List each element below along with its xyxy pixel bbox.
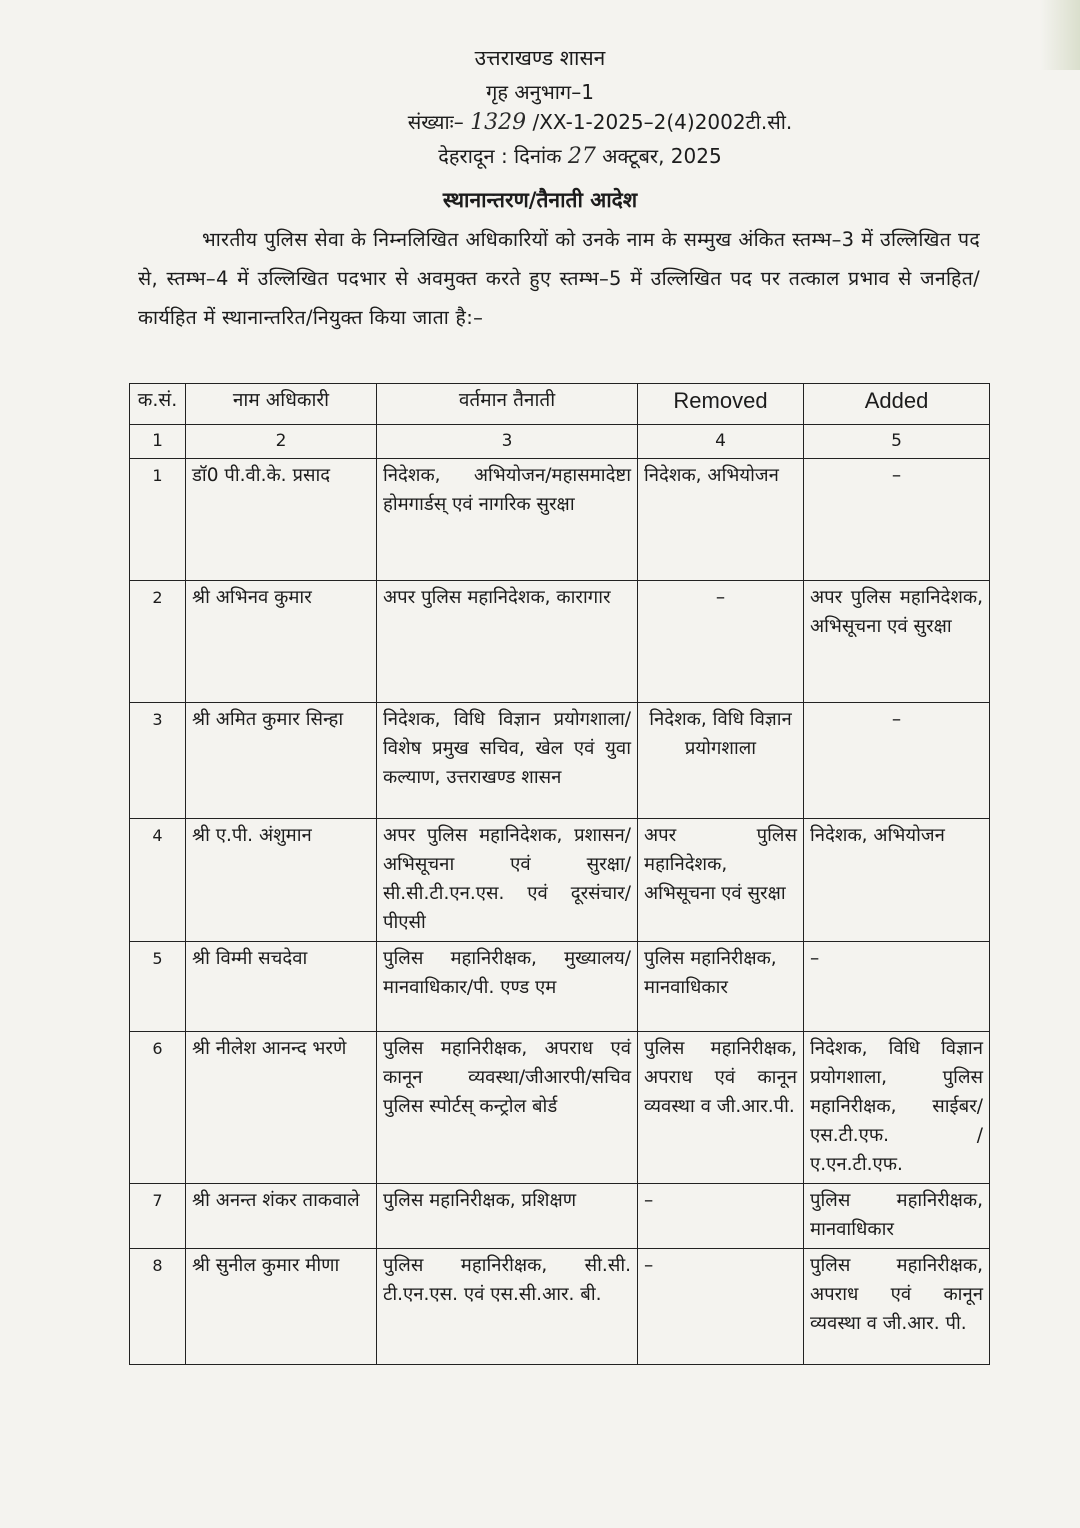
- transfer-table: [129, 383, 990, 1365]
- date-rest: अक्टूबर, 2025: [602, 144, 722, 168]
- serial-cell: 8: [130, 1249, 186, 1365]
- officer-name-cell: श्री नीलेश आनन्द भरणे: [186, 1032, 377, 1184]
- header-added: Added: [804, 384, 990, 425]
- added-cell: पुलिस महानिरीक्षक, मानवाधिकार: [804, 1184, 990, 1249]
- officer-name-cell: श्री सुनील कुमार मीणा: [186, 1249, 377, 1365]
- serial-cell: 7: [130, 1184, 186, 1249]
- header-serial: क.सं.: [130, 384, 186, 425]
- order-title: स्थानान्तरण/तैनाती आदेश: [442, 188, 638, 212]
- table-header-row: [130, 384, 990, 425]
- removed-cell: पुलिस महानिरीक्षक, मानवाधिकार: [638, 942, 804, 1032]
- current-posting-cell: पुलिस महानिरीक्षक, सी.सी. टी.एन.एस. एवं एस.सी.आर. बी.: [377, 1249, 638, 1365]
- serial-cell: 1: [130, 459, 186, 581]
- current-posting-cell: पुलिस महानिरीक्षक, मुख्यालय/मानवाधिकार/पी. एण्ड एम: [377, 942, 638, 1032]
- serial-cell: 5: [130, 942, 186, 1032]
- department-name: गृह अनुभाग–1: [486, 80, 594, 104]
- removed-cell: –: [638, 581, 804, 703]
- current-posting-cell: निदेशक, विधि विज्ञान प्रयोगशाला/विशेष प्रमुख सचिव, खेल एवं युवा कल्याण, उत्तराखण्ड शासन: [377, 703, 638, 819]
- number-label: संख्याः–: [407, 110, 464, 134]
- column-number: 4: [638, 425, 804, 459]
- serial-cell: 4: [130, 819, 186, 942]
- table-row: [130, 581, 990, 703]
- serial-cell: 3: [130, 703, 186, 819]
- number-rest: /XX-1-2025–2(4)2002टी.सी.: [532, 110, 793, 134]
- column-number: 3: [377, 425, 638, 459]
- removed-cell: निदेशक, विधि विज्ञान प्रयोगशाला: [638, 703, 804, 819]
- government-name: उत्तराखण्ड शासन: [474, 46, 606, 70]
- officer-name-cell: श्री अभिनव कुमार: [186, 581, 377, 703]
- added-cell: पुलिस महानिरीक्षक, अपराध एवं कानून व्यवस्था व जी.आर. पी.: [804, 1249, 990, 1365]
- handwritten-date: 27: [567, 144, 596, 169]
- intro-paragraph: भारतीय पुलिस सेवा के निम्नलिखित अधिकारियों को उनके नाम के सम्मुख अंकित स्तम्भ–3 में उल्लिखित पद से, स्तम्भ–4 में उल्लिखित पदभार से अवमुक्त करते हुए स्तम्भ–5 में उल्लिखित पद पर तत्काल प्रभाव से जनहित/कार्यहित में स्थानान्तरित/नियुक्त किया जाता है:–: [138, 228, 980, 329]
- officer-name-cell: श्री विम्मी सचदेवा: [186, 942, 377, 1032]
- column-number: 2: [186, 425, 377, 459]
- handwritten-number: 1329: [470, 110, 527, 135]
- reference-number: [60, 108, 1080, 135]
- officer-name-cell: श्री ए.पी. अंशुमान: [186, 819, 377, 942]
- column-number: 5: [804, 425, 990, 459]
- removed-cell: –: [638, 1184, 804, 1249]
- officer-name-cell: श्री अमित कुमार सिन्हा: [186, 703, 377, 819]
- column-number-row: [130, 425, 990, 459]
- header-removed: Removed: [638, 384, 804, 425]
- officer-name-cell: डॉ0 पी.वी.के. प्रसाद: [186, 459, 377, 581]
- current-posting-cell: निदेशक, अभियोजन/महासमादेष्टा होमगार्डस् एवं नागरिक सुरक्षा: [377, 459, 638, 581]
- table-row: [130, 1032, 990, 1184]
- table-row: [130, 459, 990, 581]
- added-cell: –: [804, 703, 990, 819]
- place-date-line: [40, 142, 1080, 169]
- column-number: 1: [130, 425, 186, 459]
- serial-cell: 2: [130, 581, 186, 703]
- added-cell: –: [804, 942, 990, 1032]
- table-row: [130, 703, 990, 819]
- removed-cell: अपर पुलिस महानिदेशक, अभिसूचना एवं सुरक्षा: [638, 819, 804, 942]
- added-cell: अपर पुलिस महानिदेशक, अभिसूचना एवं सुरक्षा: [804, 581, 990, 703]
- removed-cell: –: [638, 1249, 804, 1365]
- serial-cell: 6: [130, 1032, 186, 1184]
- officer-name-cell: श्री अनन्त शंकर ताकवाले: [186, 1184, 377, 1249]
- current-posting-cell: पुलिस महानिरीक्षक, प्रशिक्षण: [377, 1184, 638, 1249]
- current-posting-cell: अपर पुलिस महानिदेशक, प्रशासन/अभिसूचना एवं सुरक्षा/सी.सी.टी.एन.एस. एवं दूरसंचार/पीएसी: [377, 819, 638, 942]
- table-row: [130, 1184, 990, 1249]
- added-cell: –: [804, 459, 990, 581]
- table-row: [130, 819, 990, 942]
- table-row: [130, 942, 990, 1032]
- table-row: [130, 1249, 990, 1365]
- removed-cell: निदेशक, अभियोजन: [638, 459, 804, 581]
- current-posting-cell: पुलिस महानिरीक्षक, अपराध एवं कानून व्यवस्था/जीआरपी/सचिव पुलिस स्पोर्टस् कन्ट्रोल बोर्ड: [377, 1032, 638, 1184]
- removed-cell: पुलिस महानिरीक्षक, अपराध एवं कानून व्यवस्था व जी.आर.पी.: [638, 1032, 804, 1184]
- header-officer-name: नाम अधिकारी: [186, 384, 377, 425]
- header-current-posting: वर्तमान तैनाती: [377, 384, 638, 425]
- added-cell: निदेशक, विधि विज्ञान प्रयोगशाला, पुलिस महानिरीक्षक, साईबर/एस.टी.एफ. /ए.एन.टी.एफ.: [804, 1032, 990, 1184]
- added-cell: निदेशक, अभियोजन: [804, 819, 990, 942]
- current-posting-cell: अपर पुलिस महानिदेशक, कारागार: [377, 581, 638, 703]
- place-date-label: देहरादून : दिनांक: [438, 144, 562, 168]
